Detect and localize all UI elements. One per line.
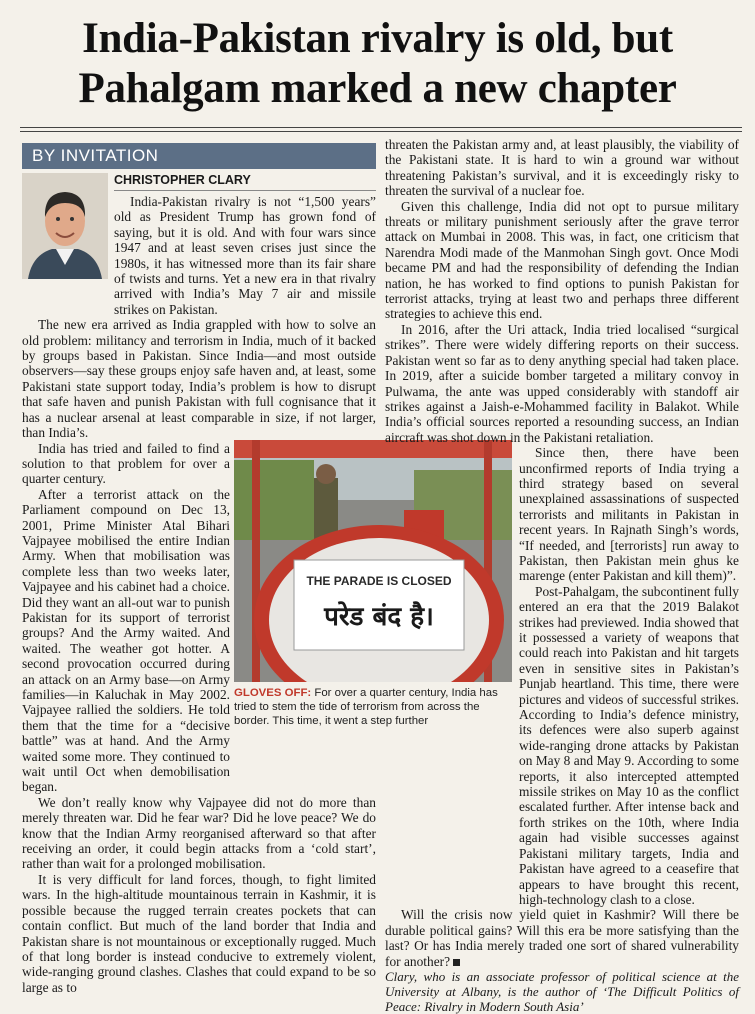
paragraph: We don’t really know why Vajpayee did not do more than merely threaten war. Did he fear war? Did he love peace? We do know that the Indian Army reorganised afterward so that after receiving an order, it could begin attacks from a ‘cold start’, rather than wait for a prolonged mobilisation. xyxy=(22,794,376,872)
headline xyxy=(0,14,755,114)
paragraph-closing xyxy=(385,907,739,969)
author-name: CHRISTOPHER CLARY xyxy=(114,173,376,191)
section-label: BY INVITATION xyxy=(22,143,376,169)
paragraph: Since then, there have been unconfirmed reports of India trying a third strategy based on several unexplained assassinations of suspected terrorists and militants in Pakistan in recent years. In Rajnath Singh’s words, “If needed, and [terrorists] run away to Pakistan, then Pakistan mein ghus ke marenge (enter Pakistan and kill them)”. xyxy=(519,445,739,584)
caption-text: For over a quarter century, India has tried to stem the tide of terrorism from across the border. This time, it went a step further xyxy=(234,687,498,727)
author-bio: Clary, who is an associate professor of political science at the University at Albany, is the author of ‘The Difficult Politics of Peace: Rivalry in Modern South Asia’ xyxy=(385,968,739,1014)
sign-text-english: THE PARADE IS CLOSED xyxy=(306,574,452,588)
paragraph: In 2016, after the Uri attack, India tried localised “surgical strikes”. There were widely differing reports on their success. Pakistan went so far as to deny anything special had taken place. In 2019, after a suicide bomber targeted a military convoy in Pulwama, the ante was upped considerably with standoff air strikes against a Jaish-e-Mohammed facility in Balakot. While India’s official sources reported a resounding success, an Indian aircraft was shot down in the Pakistani retaliation. xyxy=(385,321,739,445)
column-right xyxy=(385,137,739,1014)
paragraph: Post-Pahalgam, the subcontinent fully entered an era that the 2019 Balakot strikes had previewed. India showed that it possessed a variety of weapons that could reach into Pakistan and hit targets even in sensitive sites in Pakistan’s Punjab heartland. This time, there were pictures and videos of successful strikes. According to India’s defence ministry, its defences were also superb against wide-ranging drone attacks by Pakistan on May 8 and May 9. According to some reports, it also intercepted attempted missile strikes on May 10 as the conflict escalated further. After intense back and forth strikes on the 10th, where India again had visible successes against Pakistani military targets, India and Pakistan have agreed to a ceasefire that appears to have brought this recent, high-technology clash to a close. xyxy=(519,583,739,907)
paragraph: Given this challenge, India did not opt to pursue military threats or military punishment seriously after the grave terror attack on Mumbai in 2008. This was, in fact, one criticism that Narendra Modi made of the Manmohan Singh govt. Once Modi became PM and had the responsibility of defending the Indian nation, he has worked to find options to punish Pakistan for terrorist attacks, trying at least two and perhaps three different strategies to achieve this end. xyxy=(385,198,739,322)
end-mark-icon xyxy=(453,959,460,966)
headline-rule-2 xyxy=(20,131,742,132)
paragraph: India has tried and failed to find a solution to that problem for over a quarter century. xyxy=(22,440,230,487)
paragraph: After a terrorist attack on the Parliament compound on Dec 13, 2001, Prime Minister Atal Bihari Vajpayee mobilised the entire Indian Army. When that mobilisation was complete less than two weeks later, Vajpayee and his cabinet had a choice. Did they want an all-out war to punish Pakistan for its support of terrorist groups? And the Army waited. And waited. The weather got hotter. A second provocation occurred during an attack on an Army base—on Army families—in Kaluchak in May 2002. Vajpayee rallied the soldiers. He told them that the time for a “decisive battle” was at hand. And the Army waited some more. They continued to wait until Oct when demobilisation began. xyxy=(22,486,230,795)
headline-line-2: Pahalgam marked a new chapter xyxy=(78,65,677,112)
author-block xyxy=(22,173,376,317)
caption-label: GLOVES OFF: xyxy=(234,687,312,699)
sign-text-hindi: परेड बंद है। xyxy=(324,602,434,632)
author-photo xyxy=(22,173,108,279)
headline-line-1: India-Pakistan rivalry is old, but xyxy=(82,15,673,62)
paragraph: The new era arrived as India grappled with how to solve an old problem: militancy and terrorism in India, much of it backed by groups based in Pakistan. Since India—and most outside observers—say these groups enjoy safe haven and, at least, some Pakistani state support today, India’s problem is how to disrupt that safe haven and punish Pakistan with full cognisance that it has a nuclear arsenal at least comparable in size, if not larger, than India’s. xyxy=(22,317,376,441)
headline-rule xyxy=(20,127,742,128)
paragraph: India-Pakistan rivalry is not “1,500 years” old as President Trump has grown fond of saying, but it is old. And with four wars since 1947 and at least seven crises just since the 1980s, it has witnessed more than its fair share of twists and turns. Yet a new era in that rivalry arrived with India’s May 7 air and missile strikes on Pakistan. xyxy=(114,194,376,317)
paragraph: It is very difficult for land forces, though, to fight limited wars. In the high-altitude mountainous terrain in Kashmir, it is possible because the rugged terrain creates pockets that can contain conflict. But much of the land border that India and Pakistan share is not mountainous or exceptionally rugged. Much of that long border is instead conducive to extremely violent, wide-ranging ground clashes. Clashes that could expand to be so large as to xyxy=(22,871,376,995)
paragraph: threaten the Pakistan army and, at least plausibly, the viability of the Pakistani state. It is hard to win a ground war without threatening Pakistan’s survival, and it is exceedingly risky to threaten the survival of a nuclear foe. xyxy=(385,137,739,199)
closing-text: Will the crisis now yield quiet in Kashmir? Will there be durable political gains? Will this era be more satisfying than the last? Or has India merely traded one sort of shared vulnerability for another? xyxy=(385,907,739,969)
